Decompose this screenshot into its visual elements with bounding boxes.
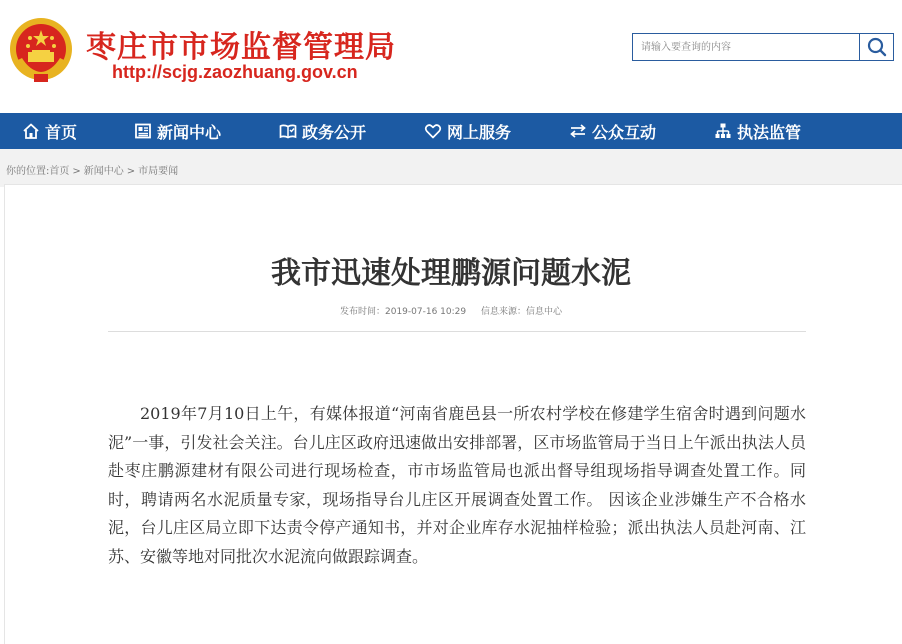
- breadcrumb-news-center[interactable]: 新闻中心: [83, 166, 124, 177]
- publish-time: [340, 307, 466, 317]
- nav-label: 公众互动: [592, 122, 657, 142]
- newspaper-icon: [134, 122, 152, 140]
- breadcrumb-separator: >: [126, 166, 136, 177]
- site-url[interactable]: http://scjg.zaozhuang.gov.cn: [112, 62, 358, 82]
- breadcrumb-separator: >: [72, 166, 81, 177]
- info-source: [481, 307, 562, 317]
- nav-label: 网上服务: [447, 122, 512, 142]
- nav-item-law-enforcement[interactable]: [714, 113, 801, 149]
- home-icon: [22, 122, 40, 140]
- info-source-label: 信息来源：: [480, 307, 526, 317]
- publish-time-value: 2019-07-16 10:29: [385, 307, 467, 317]
- nav-item-online-services[interactable]: [424, 113, 511, 149]
- search-icon: [867, 37, 887, 57]
- nav-item-news[interactable]: [134, 113, 221, 149]
- breadcrumb-home[interactable]: 首页: [49, 166, 70, 177]
- nav-item-government-affairs[interactable]: [279, 113, 366, 149]
- breadcrumb-bar: [0, 149, 902, 187]
- article-meta: [0, 304, 902, 317]
- breadcrumb-prefix: 你的位置:: [6, 166, 50, 177]
- nav-label: 执法监管: [737, 122, 802, 142]
- national-emblem-icon[interactable]: [8, 16, 74, 84]
- nav-item-home[interactable]: [22, 113, 77, 149]
- info-source-value: 信息中心: [526, 307, 563, 317]
- nav-label: 新闻中心: [157, 122, 222, 142]
- breadcrumb: [6, 162, 178, 177]
- site-title[interactable]: 枣庄市市场监督管理局: [86, 30, 396, 65]
- article-title: 我市迅速处理鹏源问题水泥: [271, 256, 631, 291]
- site-header: [0, 0, 902, 113]
- article-body: 2019年7月10日上午，有媒体报道“河南省鹿邑县一所农村学校在修建学生宿舍时遇到问题水泥”一事，引发社会关注。台儿庄区政府迅速做出安排部署，区市场监管局于当日上午派出执法人员赴枣庄鹏源建材有限公司进行现场检查，市市场监管局也派出督导组现场指导调查处置工作。同时，聘请两名水泥质量专家，现场指导台儿庄区开展调查处置工作。 因该企业涉嫌生产不合格水泥，台儿庄区局立即下达责令停产通知书，并对企业库存水泥抽样检验；派出执法人员赴河南、江苏、安徽等地对同批次水泥流向做跟踪调查。: [108, 404, 806, 566]
- nav-label: 首页: [45, 122, 78, 142]
- publish-time-label: 发布时间：: [339, 307, 385, 317]
- title-divider: [108, 331, 806, 332]
- exchange-arrows-icon: [569, 122, 587, 140]
- nav-label: 政务公开: [302, 122, 367, 142]
- main-nav: [0, 113, 902, 149]
- org-chart-icon: [714, 122, 732, 140]
- nav-item-public-interaction[interactable]: [569, 113, 656, 149]
- search-input[interactable]: [633, 34, 859, 60]
- search-box: [632, 33, 894, 61]
- search-button[interactable]: [859, 34, 893, 60]
- open-book-icon: [279, 122, 297, 140]
- heart-icon: [424, 122, 442, 140]
- breadcrumb-city-news[interactable]: 市局要闻: [138, 166, 179, 177]
